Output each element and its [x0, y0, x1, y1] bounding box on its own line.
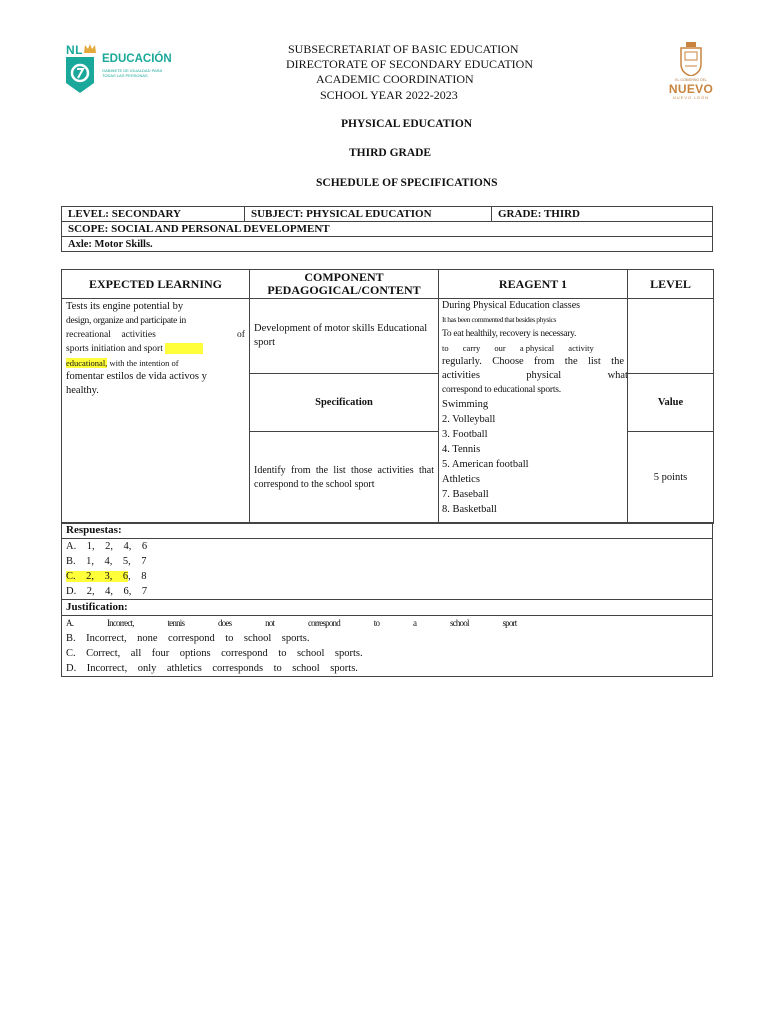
reagent-line-3: To eat healthily, recovery is necessary. [442, 329, 577, 339]
nuevo-leon-logo [664, 42, 718, 100]
nuevo-leon-text: NUEVO LEÓN [672, 95, 710, 100]
expected-line-5b: with the intention of [107, 358, 179, 368]
expected-line-7: healthy. [66, 385, 99, 396]
justification-label: Justification: [62, 600, 713, 616]
justification-c: C. Correct, all four options correspond to school sports. [66, 648, 363, 659]
component-header: COMPONENT PEDAGOGICAL/CONTENT [250, 270, 439, 299]
answers-table [61, 522, 713, 677]
education-logo [62, 43, 182, 95]
education-tagline: GABINETE DE IGUALDAD PARA TODAS LAS PERSONAS [102, 68, 162, 78]
expected-learning-header: EXPECTED LEARNING [62, 270, 250, 299]
nl-logo-text: NL [66, 43, 83, 57]
expected-line-3b: activities [121, 330, 156, 340]
crown-icon [84, 44, 96, 53]
reagent-item-3: 3. Football [442, 429, 488, 440]
level-table [61, 206, 713, 252]
level-empty-cell [628, 299, 714, 374]
reagent-item-2: 2. Volleyball [442, 414, 496, 425]
education-brand-text: EDUCACIÓN [102, 53, 172, 65]
reagent-line-5c: from [534, 356, 555, 367]
reagent-cell [439, 299, 628, 524]
highlight-mark [165, 343, 203, 354]
answers-label: Respuestas: [62, 523, 713, 539]
shield-icon [64, 57, 96, 93]
answer-option-c-highlight: C. 2, 3, 6 [66, 571, 129, 582]
scope-cell: SCOPE: SOCIAL AND PERSONAL DEVELOPMENT [62, 222, 713, 237]
reagent-line-4a: to [442, 343, 449, 353]
expected-learning-cell [62, 299, 250, 524]
reagent-header: REAGENT 1 [439, 270, 628, 299]
justification-d: D. Incorrect, only athletics corresponds to school sports. [66, 663, 358, 674]
header-line-2: DIRECTORATE OF SECONDARY EDUCATION [286, 57, 534, 71]
reagent-item-8: 8. Basketball [442, 504, 497, 515]
reagent-line-7: correspond to educational sports. [442, 385, 561, 395]
expected-line-3a: recreational [66, 330, 111, 340]
expected-line-1: Tests its engine potential by [66, 301, 184, 312]
subject-cell: SUBJECT: PHYSICAL EDUCATION [245, 207, 492, 222]
reagent-line-6c: what [607, 370, 628, 381]
answer-option-b: B. 1, 4, 5, 7 [66, 556, 147, 567]
reagent-line-1: During Physical Education classes [442, 300, 581, 311]
coat-of-arms-icon [678, 42, 704, 76]
header-line-1: SUBSECRETARIAT OF BASIC EDUCATION [288, 42, 519, 56]
reagent-line-5d: the [564, 356, 578, 367]
level-header: LEVEL [628, 270, 714, 299]
justification-b: B. Incorrect, none correspond to school sports. [66, 633, 310, 644]
subject-title: PHYSICAL EDUCATION [341, 118, 473, 130]
header-line-3: ACADEMIC COORDINATION [316, 72, 474, 86]
axle-cell: Axle: Motor Skills. [62, 237, 713, 252]
reagent-line-5a: regularly. [442, 356, 482, 367]
header-line-4: SCHOOL YEAR 2022-2023 [320, 88, 458, 102]
document-title: SCHEDULE OF SPECIFICATIONS [316, 177, 498, 189]
answer-option-c [66, 569, 708, 584]
level-cell: LEVEL: SECONDARY [62, 207, 245, 222]
reagent-line-2: It has been commented that besides physics [442, 315, 556, 324]
expected-line-3c: of [237, 330, 245, 340]
reagent-line-4c: our [494, 343, 506, 353]
reagent-line-5b: Choose [492, 356, 524, 367]
specification-label: Specification [250, 374, 439, 432]
grade-title: THIRD GRADE [349, 147, 432, 159]
reagent-item-1: Swimming [442, 399, 489, 410]
specification-table [61, 269, 714, 524]
reagent-line-6a: activities [442, 370, 480, 381]
reagent-line-4b: carry [462, 343, 481, 353]
reagent-line-4e: activity [568, 343, 594, 353]
answer-option-d: D. 2, 4, 6, 7 [66, 586, 148, 597]
answers-options [62, 539, 713, 600]
answer-option-a: A. 1, 2, 4, 6 [66, 541, 148, 552]
government-small-text: EL GOBIERNO DEL [675, 78, 707, 82]
reagent-line-4d: a physical [519, 343, 555, 353]
reagent-item-5: 5. American football [442, 459, 529, 470]
reagent-line-5f: the [611, 356, 624, 367]
component-cell: Development of motor skills Educational sport [250, 299, 439, 374]
reagent-line-5e: list [587, 356, 601, 367]
reagent-item-4: 4. Tennis [442, 444, 481, 455]
expected-line-4: sports initiation and sport [66, 344, 163, 354]
justification-a: A. Incorrect, tennis does not correspond to a school sport [66, 618, 517, 628]
grade-cell: GRADE: THIRD [492, 207, 713, 222]
value-label: Value [628, 374, 714, 432]
expected-line-2: design, organize and participate in [66, 316, 186, 326]
expected-line-6: fomentar estilos de vida activos y [66, 371, 207, 382]
justification-list [62, 616, 713, 677]
reagent-line-6b: physical [526, 370, 562, 381]
reagent-item-7: 7. Baseball [442, 489, 489, 500]
answer-option-c-rest: , 8 [128, 571, 147, 582]
value-text: 5 points [628, 432, 714, 524]
specification-text: Identify from the list those activities that correspond to the school sport [250, 432, 439, 524]
expected-line-5a: educational, [66, 358, 108, 368]
nuevo-text: NUEVO [668, 82, 714, 96]
reagent-item-6: Athletics [442, 474, 480, 485]
